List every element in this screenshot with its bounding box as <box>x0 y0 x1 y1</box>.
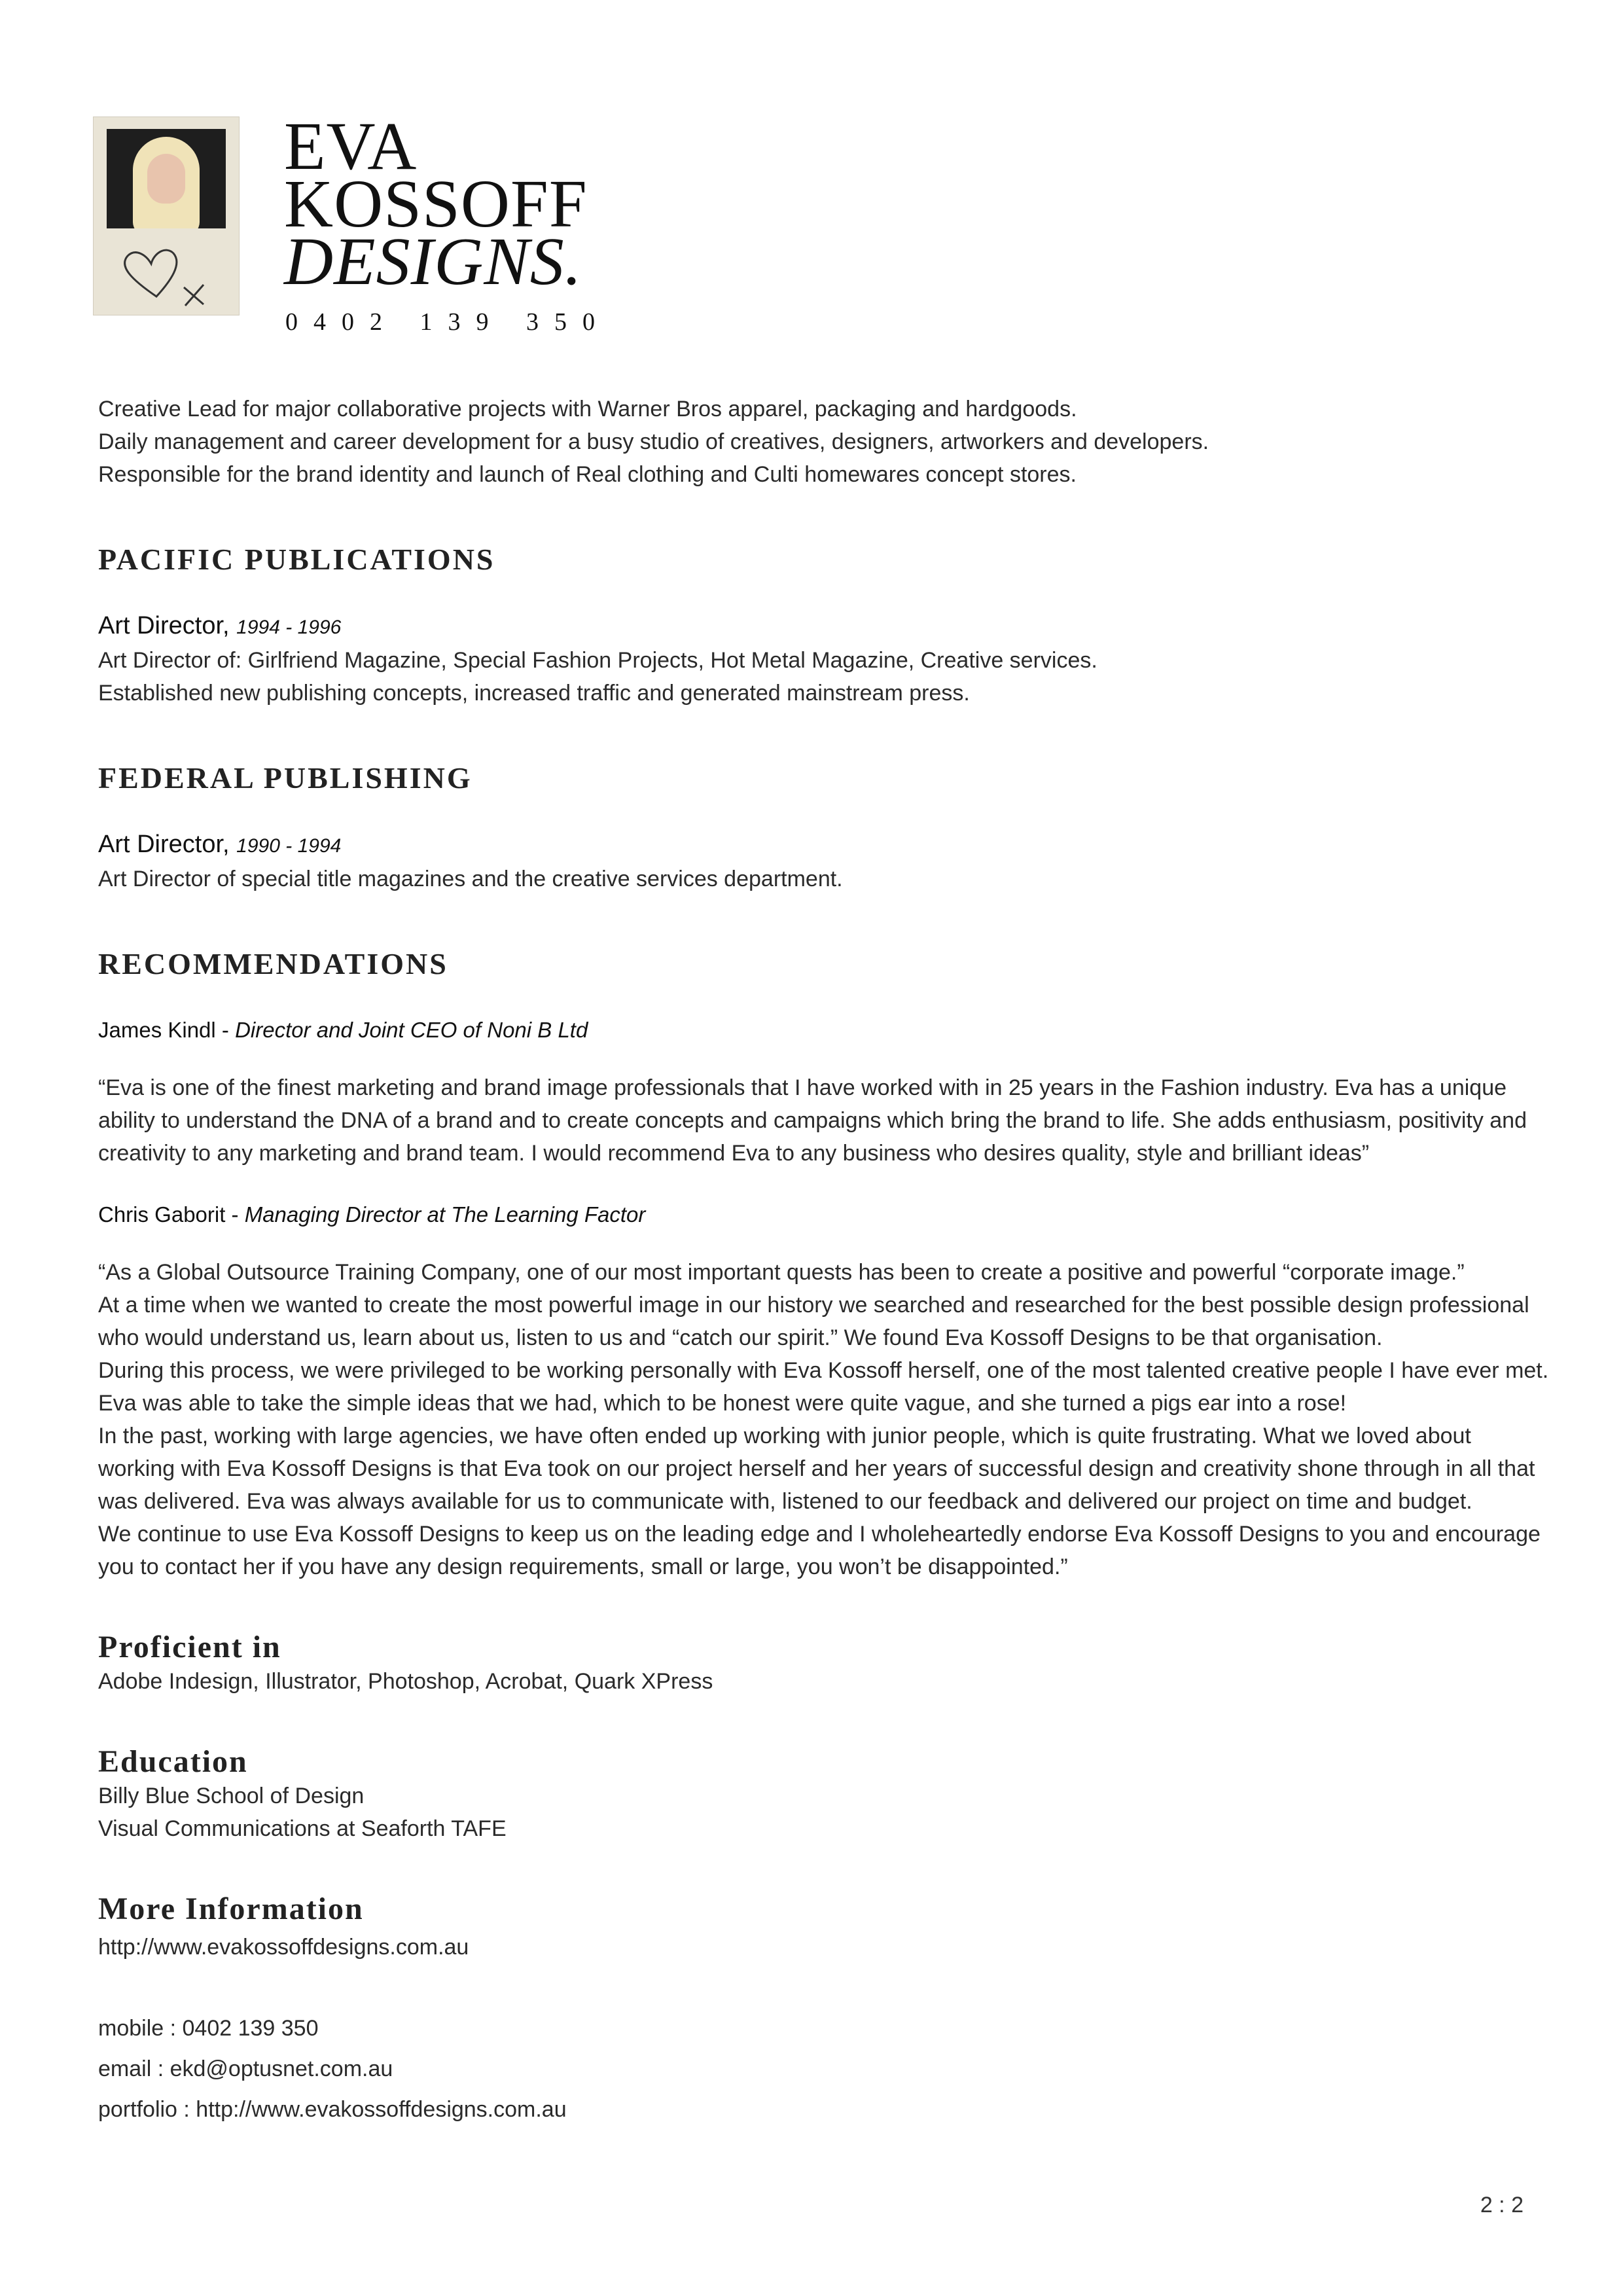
education-section <box>98 1744 1558 1845</box>
recommendations-section <box>98 946 1558 1583</box>
quote-line: creativity to any marketing and brand team. I would recommend Eva to any business who desires quality, style and brilliant ideas” <box>98 1141 1370 1166</box>
recommender-name: Chris Gaborit - <box>98 1202 245 1227</box>
header <box>93 109 682 336</box>
quote-line: who would understand us, learn about us, listen to us and “catch our spirit.” We found Eva Kossoff Designs to be that organisation. <box>98 1325 1383 1350</box>
polaroid-photo <box>93 117 240 315</box>
proficient-heading: Proficient in <box>98 1630 281 1664</box>
quote-line: working with Eva Kossoff Designs is that Eva took on our project herself and her years of successful design and creativity shone through in all that <box>98 1456 1535 1481</box>
intro-section <box>98 393 1558 491</box>
logo-line-designs: DESIGNS. <box>284 224 582 299</box>
job-line: Art Director of special title magazines and the creative services department. <box>98 867 843 891</box>
page-number: 2 : 2 <box>1480 2193 1524 2217</box>
recommender <box>98 1018 1558 1043</box>
job-role <box>98 828 1558 863</box>
recommendations-heading: RECOMMENDATIONS <box>98 947 448 980</box>
quote-line: was delivered. Eva was always available for us to communicate with, listened to our feedback and delivered our project on time and budget. <box>98 1489 1472 1514</box>
quote-line: “Eva is one of the finest marketing and brand image professionals that I have worked with in 25 years in the Fashion industry. Eva has a unique <box>98 1075 1507 1100</box>
company-heading: PACIFIC PUBLICATIONS <box>98 543 495 576</box>
intro-line: Daily management and career development for a busy studio of creatives, designers, artworkers and developers. <box>98 429 1209 454</box>
logo-line-kossoff: KOSSOFF <box>284 166 588 242</box>
website-link[interactable]: http://www.evakossoffdesigns.com.au <box>98 1935 469 1960</box>
recommender-title: Director and Joint CEO of Noni B Ltd <box>235 1018 588 1042</box>
quote-line: During this process, we were privileged to be working personally with Eva Kossoff herself, one of the most talented creative people I have ever met. <box>98 1358 1549 1383</box>
job-line: Established new publishing concepts, increased traffic and generated mainstream press. <box>98 681 970 706</box>
company-heading: FEDERAL PUBLISHING <box>98 761 473 795</box>
resume-content <box>98 393 1558 2130</box>
quote-line: ability to understand the DNA of a brand and to create concepts and campaigns which bring the brand to life. She adds enthusiasm, positivity and <box>98 1108 1527 1133</box>
job-role-title: Art Director, <box>98 612 230 639</box>
heart-doodle-icon <box>105 242 230 307</box>
job-role-title: Art Director, <box>98 831 230 858</box>
recommender-name: James Kindl - <box>98 1018 236 1042</box>
quote-line: We continue to use Eva Kossoff Designs to keep us on the leading edge and I wholeheartedly endorse Eva Kossoff Designs to you and encourage <box>98 1522 1541 1547</box>
mobile-number: mobile : 0402 139 350 <box>98 2016 319 2041</box>
proficient-section <box>98 1629 1558 1698</box>
education-heading: Education <box>98 1744 248 1779</box>
quote-line: “As a Global Outsource Training Company, one of our most important quests has been to create a positive and powerful “corporate image.” <box>98 1260 1465 1285</box>
intro-line: Creative Lead for major collaborative projects with Warner Bros apparel, packaging and hardgoods. <box>98 397 1077 422</box>
email-address[interactable]: email : ekd@optusnet.com.au <box>98 2056 393 2081</box>
logo <box>284 109 611 336</box>
portfolio-link[interactable]: portfolio : http://www.evakossoffdesigns.com.au <box>98 2097 567 2122</box>
quote-line: you to contact her if you have any design requirements, small or large, you won’t be disappointed.” <box>98 1554 1068 1579</box>
job-years: 1990 - 1994 <box>236 835 342 857</box>
quote-line: Eva was able to take the simple ideas that we had, which to be honest were quite vague, and she turned a pigs ear into a rose! <box>98 1391 1347 1416</box>
quote-line: At a time when we wanted to create the most powerful image in our history we searched and researched for the best possible design professional <box>98 1293 1529 1318</box>
recommender-title: Managing Director at The Learning Factor <box>244 1202 646 1227</box>
job-federal <box>98 761 1558 895</box>
job-line: Art Director of: Girlfriend Magazine, Special Fashion Projects, Hot Metal Magazine, Creative services. <box>98 648 1097 673</box>
job-role <box>98 609 1558 644</box>
recommendation-quote <box>98 1256 1558 1583</box>
header-phone: 0402 139 350 <box>285 308 611 336</box>
proficient-text: Adobe Indesign, Illustrator, Photoshop, Acrobat, Quark XPress <box>98 1669 713 1694</box>
job-pacific <box>98 542 1558 709</box>
logo-line-eva: EVA <box>284 109 418 184</box>
education-line: Visual Communications at Seaforth TAFE <box>98 1816 507 1841</box>
job-years: 1994 - 1996 <box>236 617 342 638</box>
quote-line: In the past, working with large agencies, we have often ended up working with junior people, which is quite frustrating. What we loved about <box>98 1424 1471 1448</box>
recommendation-quote <box>98 1071 1558 1170</box>
recommender <box>98 1202 1558 1227</box>
intro-line: Responsible for the brand identity and launch of Real clothing and Culti homewares concept stores. <box>98 462 1077 487</box>
more-info-heading: More Information <box>98 1892 364 1926</box>
portrait-photo <box>107 129 226 228</box>
education-line: Billy Blue School of Design <box>98 1784 365 1808</box>
more-info-section <box>98 1891 1558 2130</box>
